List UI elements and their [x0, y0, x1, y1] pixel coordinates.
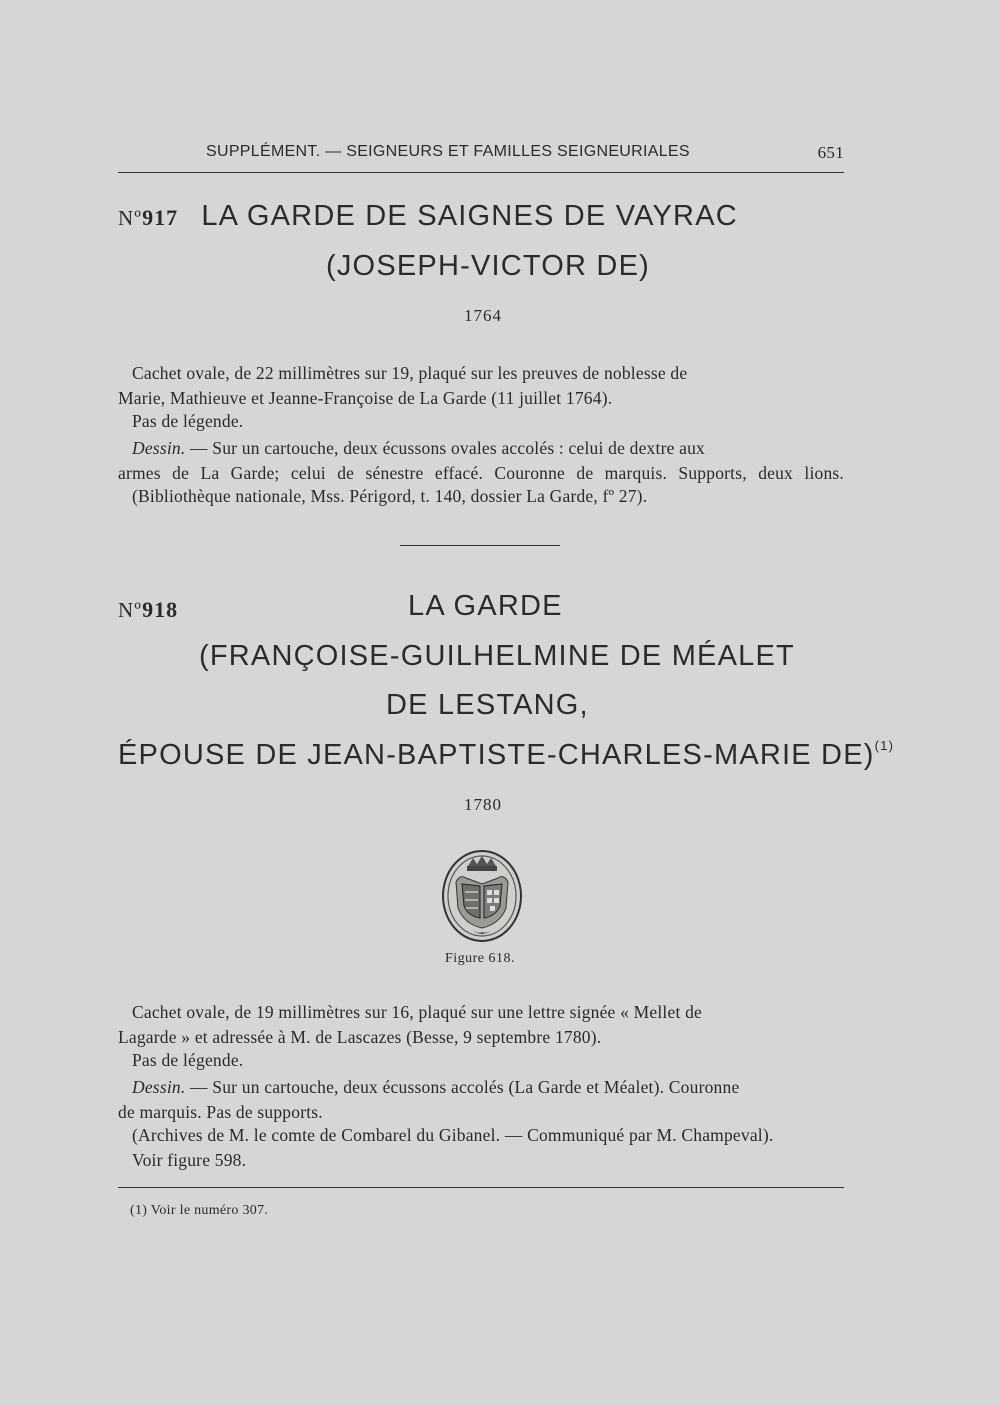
- entry-918-source: (Archives de M. le comte de Combarel du Gibanel. — Communiqué par M. Champeval).: [132, 1125, 774, 1145]
- figure-caption: Figure 618.: [444, 951, 516, 966]
- entry-separator: [400, 545, 560, 546]
- entry-918-title-line1: LA GARDE: [408, 590, 563, 622]
- running-head: [118, 143, 844, 165]
- entry-918-number: Nº918: [118, 597, 179, 622]
- entry-917-title-line1: Nº917 LA GARDE DE SAIGNES DE VAYRAC: [118, 200, 738, 232]
- entry-918-year: 1780: [464, 795, 502, 814]
- page-number: 651: [817, 143, 844, 162]
- entry-918-legend: Pas de légende.: [132, 1050, 244, 1070]
- entry-917-dessin: Dessin. — Sur un cartouche, deux écussons ovales accolés : celui de dextre aux armes de La Garde; celui de sénestre effacé. Couronne de marquis. Supports, deux lions.: [118, 438, 844, 483]
- entry-918-dessin: Dessin. — Sur un cartouche, deux écussons accolés (La Garde et Méalet). Couronne de marquis. Pas de supports.: [118, 1077, 740, 1122]
- entry-917-source: (Bibliothèque nationale, Mss. Périgord, t. 140, dossier La Garde, fº 27).: [132, 486, 648, 506]
- entry-918-see-also: Voir figure 598.: [132, 1150, 247, 1170]
- footnote-rule: [118, 1187, 844, 1188]
- entry-917-number: Nº917: [118, 205, 179, 230]
- entry-917-year: 1764: [464, 306, 502, 325]
- header-rule: [118, 172, 844, 173]
- entry-917-legend: Pas de légende.: [132, 411, 244, 431]
- entry-917-description: Cachet ovale, de 22 millimètres sur 19, plaqué sur les preuves de noblesse de Marie, Mathieuve et Jeanne-Françoise de La Garde (11 juillet 1764).: [118, 363, 688, 408]
- footnote: (1) Voir le numéro 307.: [130, 1203, 269, 1218]
- entry-917-title-line2: (JOSEPH-VICTOR DE): [326, 250, 650, 282]
- entry-918-description: Cachet ovale, de 19 millimètres sur 16, plaqué sur une lettre signée « Mellet de Lagarde » et adressée à M. de Lascazes (Besse, 9 septembre 1780).: [118, 1002, 703, 1047]
- seal-figure-image: [440, 848, 524, 944]
- entry-918-title-line4: ÉPOUSE DE JEAN-BAPTISTE-CHARLES-MARIE DE)$^{(1)}$: [118, 738, 895, 771]
- footnote-reference: (1): [874, 738, 895, 753]
- running-title: SUPPLÉMENT. — SEIGNEURS ET FAMILLES SEIGNEURIALES: [206, 143, 690, 160]
- entry-918-title-line3: DE LESTANG,: [386, 689, 589, 721]
- entry-918-title-line2: (FRANÇOISE-GUILHELMINE DE MÉALET: [199, 640, 795, 672]
- entry-918-number-line: [118, 592, 178, 625]
